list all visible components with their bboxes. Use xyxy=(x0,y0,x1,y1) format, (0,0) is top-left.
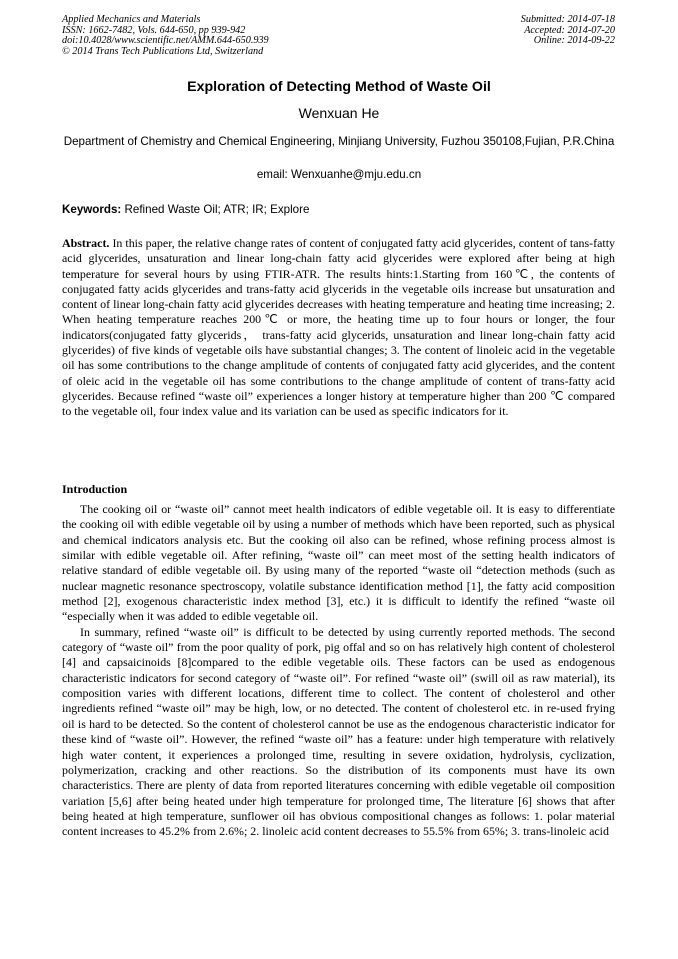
journal-header-left xyxy=(62,15,269,57)
online-date: Online: 2014-09-22 xyxy=(533,35,615,47)
abstract xyxy=(62,236,615,420)
author-email: email: Wenxuanhe@mju.edu.cn xyxy=(256,168,422,181)
submitted-date: Submitted: 2014-07-18 xyxy=(520,14,615,25)
doi-line: doi:10.4028/www.scientific.net/AMM.644-650.939 xyxy=(62,35,269,47)
keywords-text: Refined Waste Oil; ATR; IR; Explore xyxy=(124,203,310,216)
introduction-body xyxy=(62,502,615,840)
paper-title: Exploration of Detecting Method of Waste Oil xyxy=(187,79,491,95)
introduction-paragraph: The cooking oil or “waste oil” cannot meet health indicators of edible vegetable oil. It is easy to differentiate the cooking oil with edible vegetable oil by using a number of methods which have been reported, such as physical and chemical indicators analysis etc. But the cooking oil also can be refined, whose refining process almost is similar with edible vegetable oil. After refining, “waste oil” can meet most of the setting health indicators of relative standard of edible vegetable oil. By using many of the reported “waste oil “detection methods (such as nuclear magnetic resonance spectroscopy, volatile substance identification method [1], the fatty acid composition method [2], exogenous characteristic index method [3], etc.) it is difficult to identify the refined “waste oil “especially when it was added to edible vegetable oil. xyxy=(62,502,615,624)
copyright-line: © 2014 Trans Tech Publications Ltd, Switzerland xyxy=(62,45,264,57)
issn-line: ISSN: 1662-7482, Vols. 644-650, pp 939-942 xyxy=(62,24,246,36)
author-name: Wenxuan He xyxy=(298,105,380,121)
journal-header-right xyxy=(521,15,615,47)
section-heading-introduction: Introduction xyxy=(62,482,128,496)
keywords xyxy=(62,203,622,216)
journal-name: Applied Mechanics and Materials xyxy=(62,14,201,25)
abstract-text: In this paper, the relative change rates of content of conjugated fatty acid glycerides, content of tans-fatty acid glycerides, unsaturation and linear long-chain fatty acid glycerides were explored after being at high temperature for several hours by using FTIR-ATR. The results hints:1.Starting from 160℃, the contents of conjugated fatty acids glycerides and trans-fatty acid glycerids in the vegetable oils increase but unsaturation and content of linear long-chain fatty acid glycerides decreases with heating temperature and heating time increasing; 2. When heating temperature reaches 200℃ or more, the heating time up to four hours or longer, the four indicators(conjugated fatty glycerids， trans-fatty acid glycerids, unsaturation and linear long-chain fatty acid glycerides) of five kinds of vegetable oils have substantial changes; 3. The content of linoleic acid in the vegetable oil has some contributions to the change amplitude of contents of conjugated fatty acid glycerides, and the content of oleic acid in the vegetable oil has some contributions to the change amplitude of content of trans-fatty acid glycerides. Because refined “waste oil” experiences a longer history at temperature higher than 200 ℃ compared to the vegetable oil, four index value and its variation can be used as specific indicators for it. xyxy=(62,236,616,419)
accepted-date: Accepted: 2014-07-20 xyxy=(524,24,615,36)
keywords-label: Keywords: xyxy=(62,203,122,216)
abstract-label: Abstract. xyxy=(62,236,110,250)
author-affiliation: Department of Chemistry and Chemical Engineering, Minjiang University, Fuzhou 350108,Fujian, P.R.China xyxy=(63,135,615,148)
introduction-paragraph: In summary, refined “waste oil” is difficult to be detected by using currently reported methods. The second category of “waste oil” from the poor quality of pork, pig offal and so on has relatively high content of cholesterol [4] and capsaicinoids [8]compared to the edible vegetable oils. These factors can be used as endogenous characteristic indicators for second category of “waste oil”. For refined “waste oil” (swill oil as raw material), its composition varies with different locations, different time to collect. The content of cholesterol and other ingredients refined “waste oil” may be high, low, or no detected. The content of cholesterol etc. in re-used frying oil is hard to be detected. So the content of cholesterol cannot be use as the endogenous characteristic indicator for these kind of “waste oil”. However, the refined “waste oil” has a feature: under high temperature with relatively high water content, it experiences a prolonged time, resulting in severe oxidation, hydrolysis, cyclization, polymerization, cracking and other reactions. So the distribution of its components must have its own characteristics. There are plenty of data from reported literatures concerning with edible vegetable oil composition variation [5,6] after being heated under high temperature for prolonged time, The literature [6] shows that after being heated at high temperature, sunflower oil has obvious compositional changes as follows: 1. polar material content increases to 45.2% from 2.6%; 2. linoleic acid content decreases to 55.5% from 65%; 3. trans-linoleic acid xyxy=(62,624,615,839)
